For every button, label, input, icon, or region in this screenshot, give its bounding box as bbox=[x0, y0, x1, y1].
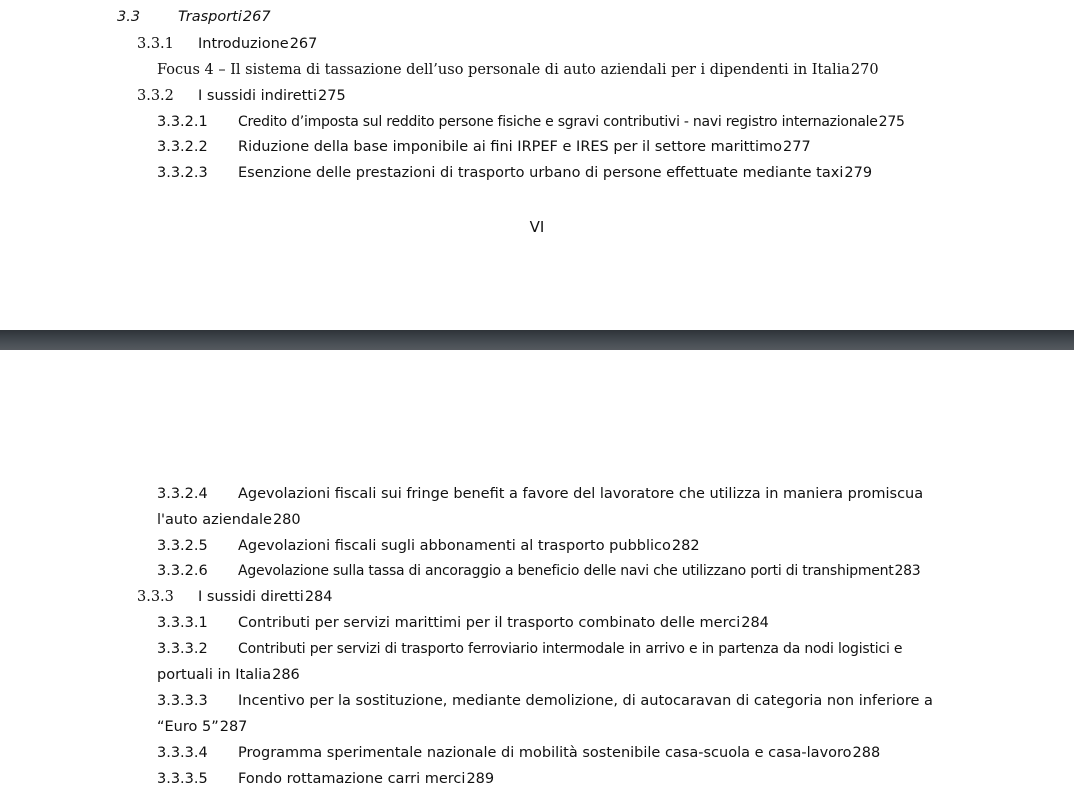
toc-entry-number: 3.3.2 bbox=[137, 88, 174, 104]
toc-entry-page: 267 bbox=[289, 36, 318, 52]
toc-entry-number: 3.3.3.5 bbox=[157, 771, 208, 787]
toc-entry-title: Agevolazioni fiscali sugli abbonamenti al trasporto pubblico bbox=[238, 538, 671, 554]
toc-entry-title: Credito d’imposta sul reddito persone fisiche e sgravi contributivi - navi registro internazionale bbox=[238, 114, 878, 130]
toc-entry-title: Focus 4 – Il sistema di tassazione dell’uso personale di auto aziendali per i dipendenti in Italia bbox=[157, 62, 850, 78]
toc-entry-page: 267 bbox=[242, 9, 271, 25]
toc-entry-page: 283 bbox=[894, 563, 921, 579]
pdf-page-bottom bbox=[0, 350, 1074, 800]
toc-entry-title: Esenzione delle prestazioni di trasporto urbano di persone effettuate mediante taxi bbox=[238, 165, 844, 181]
toc-entry-number: 3.3 bbox=[117, 9, 141, 25]
toc-entry-number: 3.3.3.1 bbox=[157, 615, 208, 631]
toc-entry-page: 284 bbox=[741, 615, 769, 631]
toc-entry-number: 3.3.2.5 bbox=[157, 538, 208, 554]
toc-entry-title: Trasporti bbox=[178, 9, 242, 25]
toc-entry-title: Programma sperimentale nazionale di mobilità sostenibile casa-scuola e casa-lavoro bbox=[238, 745, 852, 761]
toc-entry-page: 289 bbox=[466, 771, 495, 787]
page-separator bbox=[0, 330, 1074, 350]
toc-entry-title: Agevolazione sulla tassa di ancoraggio a beneficio delle navi che utilizzano porti di transhipment bbox=[238, 563, 894, 579]
toc-entry-page: 287 bbox=[219, 719, 248, 735]
toc-entry-page: 288 bbox=[852, 745, 881, 761]
page-number: VI bbox=[529, 218, 545, 236]
toc-entry-page: 270 bbox=[850, 62, 879, 78]
toc-entry-title: Agevolazioni fiscali sui fringe benefit a favore del lavoratore che utilizza in maniera promiscua bbox=[238, 486, 924, 502]
toc-entry-page: 282 bbox=[671, 538, 700, 554]
toc-entry-number: 3.3.3.2 bbox=[157, 641, 208, 657]
toc-entry-title: Contributi per servizi marittimi per il trasporto combinato delle merci bbox=[238, 615, 741, 631]
toc-entry-page: 284 bbox=[304, 589, 333, 605]
toc-entry-title: Fondo rottamazione carri merci bbox=[238, 771, 466, 787]
toc-entry-title-cont: l'auto aziendale bbox=[157, 512, 272, 528]
toc-entry-page: 275 bbox=[878, 114, 905, 130]
toc-entry-page: 286 bbox=[272, 667, 300, 683]
toc-entry-title: Riduzione della base imponibile ai fini IRPEF e IRES per il settore marittimo bbox=[238, 139, 783, 155]
toc-entry-page: 275 bbox=[318, 88, 346, 104]
toc-entry-title: Introduzione bbox=[198, 36, 289, 52]
toc-entry-title-cont: portuali in Italia bbox=[157, 667, 272, 683]
toc-entry-page: 280 bbox=[272, 512, 301, 528]
toc-entry-number: 3.3.1 bbox=[137, 36, 174, 52]
toc-entry-number: 3.3.2.6 bbox=[157, 563, 208, 579]
toc-entry-number: 3.3.3.3 bbox=[157, 693, 208, 709]
toc-entry-number: 3.3.3.4 bbox=[157, 745, 208, 761]
toc-entry-title: Contributi per servizi di trasporto ferroviario intermodale in arrivo e in partenza da nodi logistici e bbox=[238, 641, 903, 657]
toc-entry-number: 3.3.2.1 bbox=[157, 114, 208, 130]
toc-entry-number: 3.3.2.2 bbox=[157, 139, 208, 155]
toc-entry-page: 277 bbox=[783, 139, 811, 155]
toc-entry-title: I sussidi diretti bbox=[198, 589, 304, 605]
toc-entry-title-cont: “Euro 5” bbox=[157, 719, 219, 735]
toc-entry-number: 3.3.2.3 bbox=[157, 165, 208, 181]
toc-entry-number: 3.3.2.4 bbox=[157, 486, 208, 502]
pdf-page-top bbox=[0, 0, 1074, 330]
toc-entry-number: 3.3.3 bbox=[137, 589, 174, 605]
toc-entry-title: I sussidi indiretti bbox=[198, 88, 318, 104]
toc-entry-title: Incentivo per la sostituzione, mediante demolizione, di autocaravan di categoria non inferiore a bbox=[238, 693, 933, 709]
toc-entry-page: 279 bbox=[844, 165, 873, 181]
